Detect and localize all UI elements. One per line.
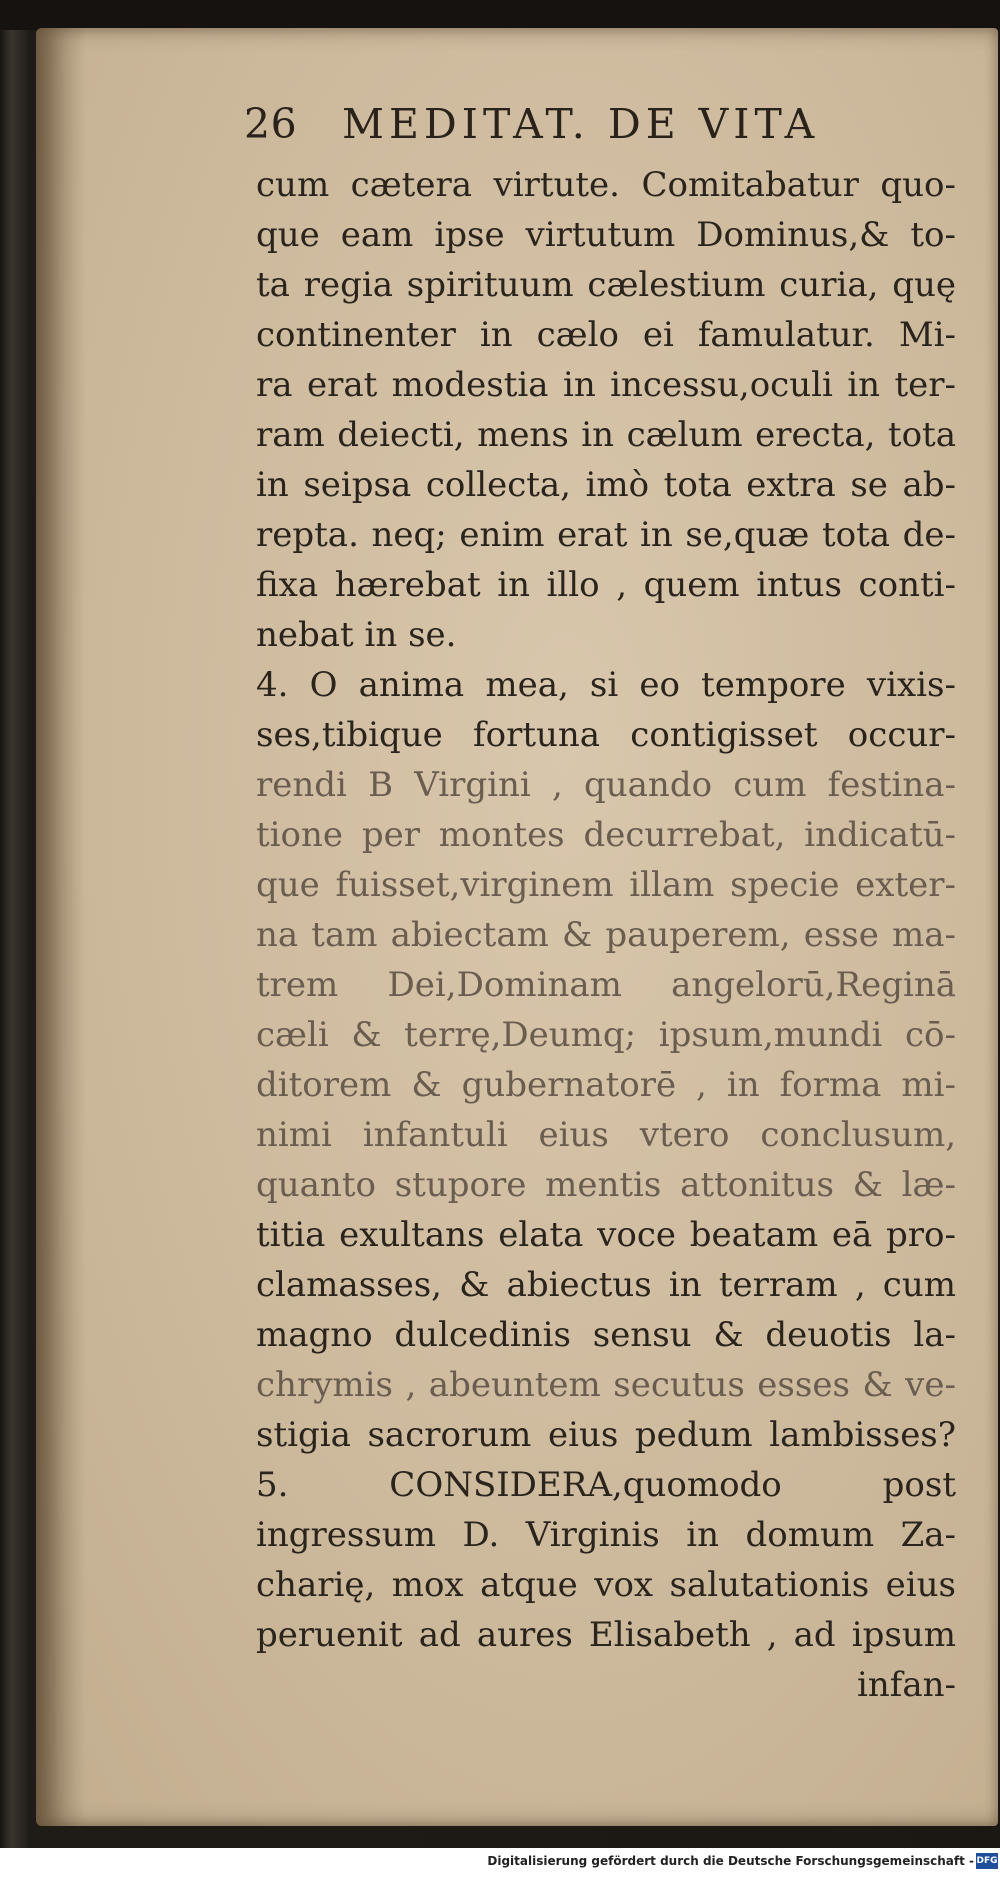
text-line: que fuisset,virginem illam specie exter- <box>256 865 956 905</box>
text-line: 4. O anima mea, si eo tempore vixis- <box>256 665 956 705</box>
dfg-logo-icon: DFG <box>976 1853 998 1869</box>
text-line: clamasses, & abiectus in terram , cum <box>256 1265 956 1305</box>
text-line: ingressum D. Virginis in domum Za- <box>256 1515 956 1555</box>
text-line: stigia sacrorum eius pedum lambisses? <box>256 1415 956 1455</box>
body-text <box>256 160 956 1710</box>
text-line: ra erat modestia in incessu,oculi in ter- <box>256 365 956 405</box>
text-line: nebat in se. <box>256 615 457 655</box>
text-line: ram deiecti, mens in cælum erecta, tota <box>256 415 956 455</box>
text-line: infan- <box>856 1665 956 1705</box>
funding-credit: Digitalisierung gefördert durch die Deutsche Forschungsgemeinschaft - <box>487 1854 974 1868</box>
text-line: fixa hærebat in illo , quem intus conti- <box>256 565 956 605</box>
text-line: peruenit ad aures Elisabeth , ad ipsum <box>256 1615 956 1655</box>
text-line: trem Dei,Dominam angelorū,Reginā <box>256 965 956 1005</box>
text-line: que eam ipse virtutum Dominus,& to- <box>256 215 956 255</box>
text-line: ta regia spirituum cælestium curia, quę <box>256 265 956 305</box>
text-line: tione per montes decurrebat, indicatū- <box>256 815 956 855</box>
text-line: cum cætera virtute. Comitabatur quo- <box>256 165 956 205</box>
text-line: cæli & terrę,Deumq; ipsum,mundi cō- <box>256 1015 956 1055</box>
text-line: ses,tibique fortuna contigisset occur- <box>256 715 956 755</box>
text-line: chrymis , abeuntem secutus esses & ve- <box>256 1365 956 1405</box>
text-line: magno dulcedinis sensu & deuotis la- <box>256 1315 956 1355</box>
text-line: charię, mox atque vox salutationis eius <box>256 1565 956 1605</box>
text-line: repta. neq; enim erat in se,quæ tota de- <box>256 515 956 555</box>
text-line: rendi B Virgini , quando cum festina- <box>256 765 956 805</box>
text-line: 5. CONSIDERA,quomodo post <box>256 1465 956 1505</box>
text-line: continenter in cælo ei famulatur. Mi- <box>256 315 956 355</box>
page-number: 26 <box>244 100 298 148</box>
running-title: MEDITAT. DE VITA <box>342 100 820 148</box>
text-line: na tam abiectam & pauperem, esse ma- <box>256 915 956 955</box>
text-line: ditorem & gubernatorē , in forma mi- <box>256 1065 956 1105</box>
text-line: nimi infantuli eius vtero conclusum, <box>256 1115 956 1155</box>
scan-top-border <box>0 0 1000 30</box>
page-header <box>244 100 884 160</box>
text-line: quanto stupore mentis attonitus & læ- <box>256 1165 956 1205</box>
text-line: in seipsa collecta, imò tota extra se ab- <box>256 465 956 505</box>
digitization-footer <box>0 1848 1000 1877</box>
text-line: titia exultans elata voce beatam eā pro- <box>256 1215 956 1255</box>
page-gutter-shadow <box>36 28 86 1826</box>
